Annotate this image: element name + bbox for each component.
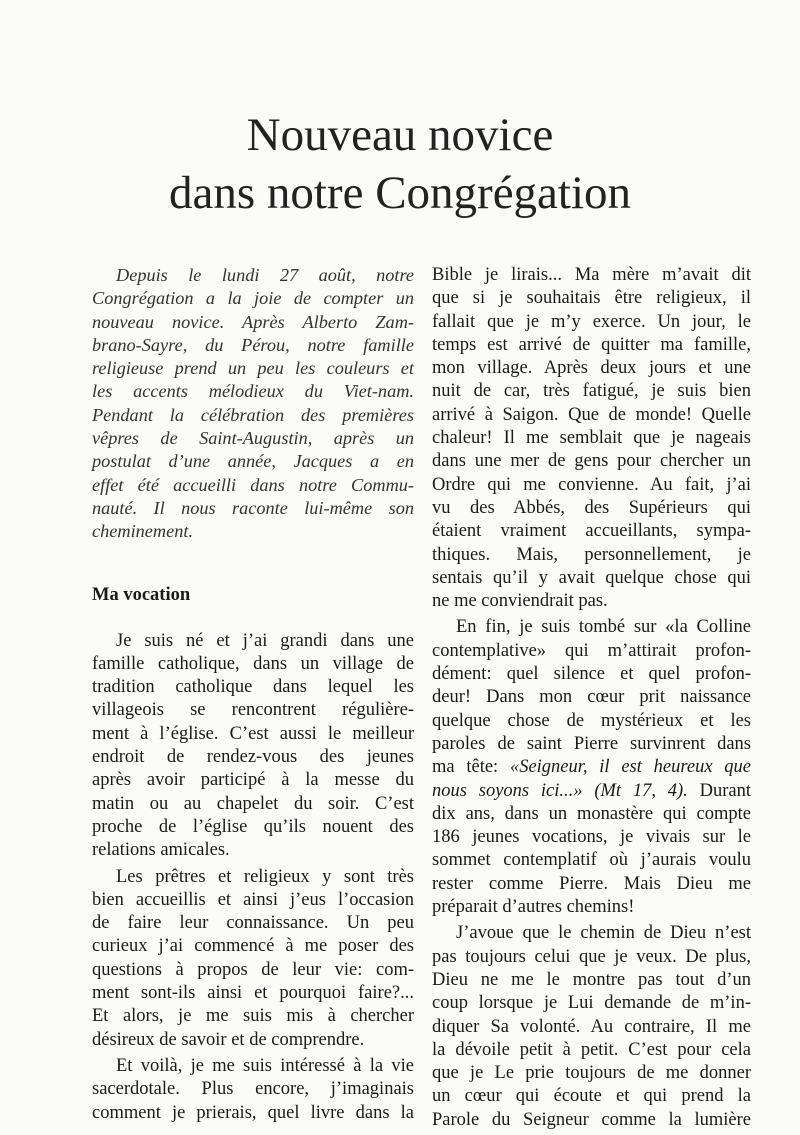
text-line: Les prêtres et religieux y sont très [116, 866, 414, 887]
quote-lead: ma tête: [432, 757, 510, 778]
text-line: nouveau novice. Après Alberto Zam- [92, 311, 414, 332]
text-line: chaleur! Il me semblait que je nageais [432, 428, 751, 449]
text-line: brano-Sayre, du Pérou, notre famille [92, 334, 414, 355]
text-line: temps est arrivé de quitter ma famille, [432, 334, 751, 355]
title-line-1: Nouveau novice [246, 109, 554, 161]
text-line: que je Le prie toujours de me donner [432, 1063, 751, 1084]
text-line: religieuse prend un peu les couleurs et [92, 358, 414, 379]
text-line: nauté. Il nous raconte lui-même son [92, 497, 414, 518]
text-line: J’avoue que le chemin de Dieu n’est [456, 923, 751, 944]
text-line: désireux de savoir et de comprendre. [92, 1029, 365, 1050]
page-title [0, 106, 800, 222]
text-line: quelque chose de mystérieux et les [432, 710, 751, 731]
text-line: dément: quel silence et quel profon- [432, 664, 751, 685]
right-column [432, 264, 751, 1135]
text-line: après avoir participé à la messe du [92, 770, 414, 791]
text-line: 186 jeunes vocations, je vivais sur le [432, 827, 751, 848]
text-line: endroit de rendez-vous des jeunes [92, 747, 414, 768]
text-line: sacerdotale. Plus encore, j’imaginais [92, 1079, 414, 1100]
text-line [432, 756, 751, 779]
text-line: arrivé à Saigon. Que de monde! Quelle [432, 404, 751, 425]
intro-paragraph [92, 264, 414, 544]
paragraph [92, 866, 414, 1052]
text-line: les accents mélodieux du Viet-nam. [92, 381, 414, 402]
text-line: vêpres de Saint-Augustin, après un [92, 428, 414, 449]
text-line: Ordre qui me convienne. Au fait, j’ai [432, 474, 751, 495]
paragraph [432, 922, 751, 1132]
text-line: rester comme Pierre. Mais Dieu me [432, 873, 751, 894]
text-line: ne me conviendrait pas. [432, 591, 608, 612]
text-line: Congrégation a la joie de compter un [92, 288, 414, 309]
text-line: cheminement. [92, 521, 194, 542]
text-line: bien accueillis et ainsi j’eus l’occasion [92, 889, 414, 910]
text-line: proche de l’église qu’ils nouent des [92, 816, 414, 837]
text-line: En fin, je suis tombé sur «la Colline [456, 617, 751, 638]
text-line: sommet contemplatif où j’aurais voulu [432, 850, 751, 871]
bible-quote: «Seigneur, il est heureux que [509, 757, 751, 778]
text-line: Bible je lirais... Ma mère m’avait dit [432, 265, 751, 285]
text-line: dans une mer de gens pour chercher un [432, 451, 751, 472]
text-line: ment sont-ils ainsi et pourquoi faire?... [92, 983, 414, 1004]
text-line: Parole du Seigneur comme la lumière [432, 1109, 751, 1130]
paragraph [432, 264, 751, 613]
text-line: Depuis le lundi 27 août, notre [116, 265, 414, 285]
text-line: fallait que je m’y exerce. Un jour, le [432, 311, 751, 332]
text-line: paroles de saint Pierre survinrent dans [432, 733, 751, 754]
text-line: nuit de car, très fatigué, je suis bien [432, 381, 751, 402]
text-line: relations amicales. [92, 840, 230, 861]
text-line: tradition catholique dans lequel les [92, 677, 414, 698]
text-line: que si je souhaitais être religieux, il [432, 288, 751, 309]
text-line: contemplative» qui m’attirait profon- [432, 640, 751, 661]
text-line: villageois se rencontrent régulière- [92, 700, 414, 721]
paragraph [92, 630, 414, 863]
text-line: effet été accueilli dans notre Commu- [92, 474, 414, 495]
text-line: coup lorsque je Lui demande de m’in- [432, 993, 751, 1014]
text-line [432, 780, 751, 803]
text-line: comment je prierais, quel livre dans la [92, 1102, 414, 1123]
text-line: Et alors, je me suis mis à chercher [92, 1006, 414, 1027]
text-line: deur! Dans mon cœur prit naissance [432, 687, 751, 708]
text-line: dix ans, dans un monastère qui compte [432, 803, 751, 824]
text-line: diquer Sa volonté. Au contraire, Il me [432, 1016, 751, 1037]
text-line: un cœur qui écoute et qui prend la [432, 1086, 751, 1107]
text-line: curieux j’ai commencé à me poser des [92, 936, 414, 957]
text-line: étaient vraiment accueillants, sympa- [432, 521, 751, 542]
text-line: thiques. Mais, personnellement, je [432, 544, 751, 565]
text-line: famille catholique, dans un village de [92, 653, 414, 674]
quote-tail: Durant [687, 780, 751, 801]
text-line: vu des Abbés, des Supérieurs qui [432, 497, 751, 518]
bible-quote-reference: nous soyons ici...» (Mt 17, 4). [432, 780, 688, 801]
text-line: questions à propos de leur vie: com- [92, 959, 414, 980]
text-line: postulat d’une année, Jacques a en [92, 451, 414, 472]
title-line-2: dans notre Congrégation [168, 167, 632, 219]
section-heading: Ma vocation [92, 584, 191, 605]
text-line: pas toujours celui que je veux. De plus, [432, 946, 751, 967]
left-column [92, 264, 414, 1128]
paragraph [432, 616, 751, 919]
text-line: Dieu ne me le montre pas tout d’un [432, 969, 751, 990]
text-line: de faire leur connaissance. Un peu [92, 913, 414, 934]
text-line: matin ou au chapelet du soir. C’est [92, 793, 414, 814]
text-line: sentais qu’il y avait quelque chose qui [432, 567, 751, 588]
text-line: Et voilà, je me suis intéressé à la vie [116, 1055, 414, 1076]
text-line: Je suis né et j’ai grandi dans une [116, 630, 414, 651]
text-line: Pendant la célébration des premières [92, 404, 414, 425]
paragraph [92, 1055, 414, 1125]
text-line: ment à l’église. C’est aussi le meilleur [92, 723, 414, 744]
text-line: la dévoile petit à petit. C’est pour cela [432, 1039, 751, 1060]
text-line: mon village. Après deux jours et une [432, 358, 751, 379]
text-line: préparait d’autres chemins! [432, 897, 635, 918]
